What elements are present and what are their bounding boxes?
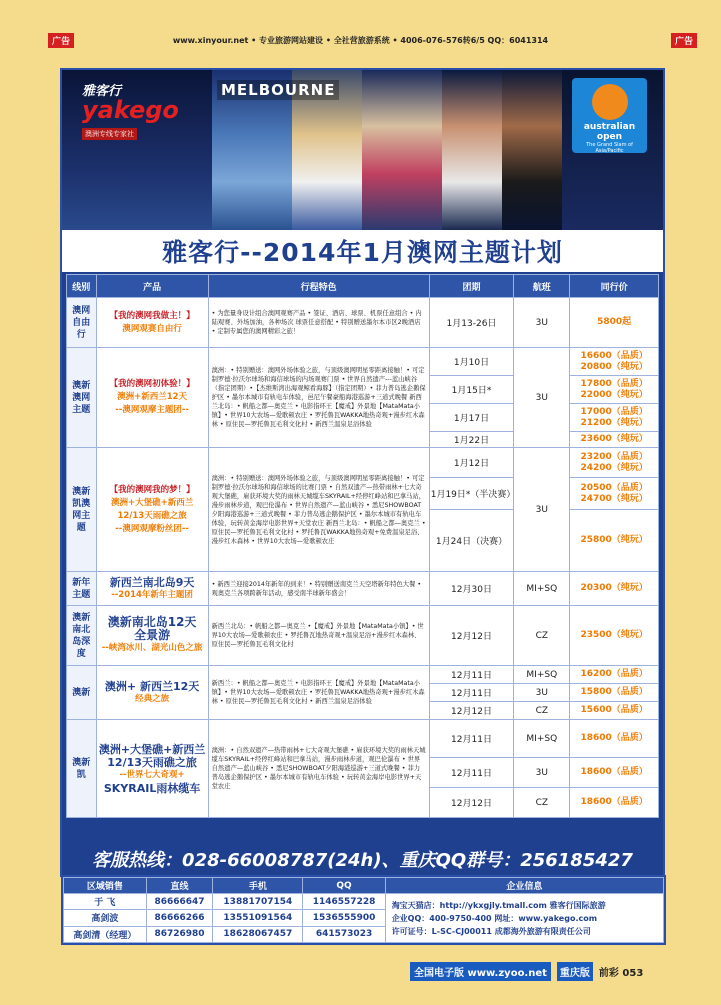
row-itinerary: 新西兰：• 帆船之都—奥克兰 • 电影指环王【魔戒】外景地【MataMata小镇】• 世界10大农场—爱歌顿农庄 • 罗托鲁瓦WAKKA地热奇观+漫步红木森林 • 原住民—罗托鲁瓦毛利文化村 • 新西兰温泉足浴体验 bbox=[208, 666, 429, 720]
melbourne-sign: MELBOURNE bbox=[217, 80, 339, 100]
row-itinerary: • 新西兰迎接2014年新年的到来！• 特别赠送南克兰天空塔新年特色大餐 • 观奥克兰各项跨新年活动，感受南半球新年盛会！ bbox=[208, 572, 429, 606]
banner bbox=[62, 70, 663, 230]
row-price: 23600（纯玩） bbox=[570, 432, 659, 448]
page-title: 雅客行--2014年1月澳网主题计划 bbox=[162, 238, 563, 267]
yakego-logo bbox=[82, 80, 192, 138]
row-itinerary: 澳洲：• 自然双遗产—热带雨林+七大奇观大堡礁 • 雇获环境大奖的雨林天城缆车SKYRAIL+经停红峰站和巴拿马站，漫步雨林步道，观巴伦瀑布 • 世界自然遗产—蓝山峡谷 • 悉尼SHOWBOAT夕阳海港巡游+三道式晚餐 • 菲力普岛逃企鹅保护区 • 墨尔本城市有轨电车体验 • 玩转黄金海岸电影世界+天堂农庄 bbox=[208, 720, 429, 818]
row-price bbox=[570, 404, 659, 432]
contact-line: 86666266 bbox=[146, 910, 213, 926]
row-line: 澳新 bbox=[67, 666, 97, 720]
col-landline: 直线 bbox=[146, 878, 213, 894]
row-price: 25800（纯玩） bbox=[570, 510, 659, 572]
contact-panel bbox=[61, 875, 666, 945]
logo-sub: 澳洲专线专家社 bbox=[82, 128, 137, 140]
row-product bbox=[96, 720, 208, 818]
product-line: 澳洲+大堡礁+新西兰 bbox=[98, 742, 206, 756]
page-number: 前彩 053 bbox=[598, 968, 644, 979]
header-line: www.xinyour.net • 专业旅游网站建设 • 全社营旅游系统 • 4006-076-576转6/5 QQ：6041314 bbox=[172, 35, 549, 45]
col-region: 区域销售 bbox=[64, 878, 147, 894]
ad-tag-left: 广告 bbox=[48, 33, 74, 48]
contact-mobile: 18628067457 bbox=[213, 926, 303, 942]
footer bbox=[410, 962, 643, 981]
row-price bbox=[570, 448, 659, 478]
row-itinerary: 澳洲：• 特别赠送：澳网外场体验之旅，与顶级澳网明星零距离接触！• 可定制罗德·拉沃尔球场和海信球场的比赛门票 • 自然双遗产—热带雨林+七大奇观大堡礁，雇获环境大奖的雨林天城缆车SKYRAIL+经停红峰站和巴拿马站，漫步雨林步道，观巴伦瀑布 • 世界自然遗产—蓝山峡谷 • 悉尼SHOWBOAT夕阳海港巡游+三道式晚餐 • 菲力普岛逃企鹅保护区 • 墨尔本城市有轨电车体验，玩转黄金海岸电影世界+天堂农庄 新西兰北岛：• 帆船之都—奥克兰 • 原住民—罗托鲁瓦毛利文化村 • 罗托鲁瓦WAKKA地热奇观+免费温泉足浴、漫步红木森林 • 世界10大农场—爱歌顿农庄 bbox=[208, 448, 429, 572]
row-line: 澳网自由行 bbox=[67, 298, 97, 348]
row-date: 1月17日 bbox=[429, 404, 514, 432]
price-line: 24200（纯玩） bbox=[580, 462, 648, 473]
row-date: 1月22日 bbox=[429, 432, 514, 448]
product-line: 【我的澳网我的梦！】 bbox=[109, 484, 195, 495]
col-flight: 航班 bbox=[514, 275, 570, 298]
company-info-line: 淘宝天猫店：http://ykxgjly.tmall.com 雅客行国际旅游 bbox=[391, 900, 606, 910]
contact-row bbox=[64, 894, 664, 910]
ad-tag-right: 广告 bbox=[671, 33, 697, 48]
row-date: 12月11日 bbox=[429, 758, 514, 788]
table-row bbox=[67, 572, 659, 606]
row-price: 5800起 bbox=[570, 298, 659, 348]
row-product bbox=[96, 666, 208, 720]
row-date: 1月12日 bbox=[429, 448, 514, 478]
product-line: --2014年新年主题团 bbox=[111, 589, 193, 600]
col-mobile: 手机 bbox=[213, 878, 303, 894]
table-row bbox=[67, 448, 659, 478]
contact-name: 高剑清（经理） bbox=[64, 926, 147, 942]
row-date: 1月19日*（半决赛） bbox=[429, 478, 514, 510]
product-line: 澳网观赛自由行 bbox=[122, 323, 182, 334]
row-flight: 3U bbox=[514, 684, 570, 702]
row-price: 16200（品质） bbox=[570, 666, 659, 684]
contact-mobile: 13881707154 bbox=[213, 894, 303, 910]
trip-table bbox=[66, 274, 659, 818]
row-price: 18600（品质） bbox=[570, 720, 659, 758]
row-date: 12月30日 bbox=[429, 572, 514, 606]
photo-player-4 bbox=[442, 70, 502, 230]
product-line: 【我的澳网初体验！】 bbox=[109, 379, 195, 389]
col-line: 线别 bbox=[67, 275, 97, 298]
row-date: 12月12日 bbox=[429, 788, 514, 818]
row-flight: CZ bbox=[514, 702, 570, 720]
price-line: 24700（纯玩） bbox=[580, 493, 648, 504]
ao-player-icon bbox=[592, 84, 628, 120]
col-itinerary: 行程特色 bbox=[208, 275, 429, 298]
row-itinerary: 澳洲：• 特别赠送：澳网外场体验之旅，与顶级澳网明星零距离接触！• 可定制罗德·拉沃尔球场和海信球场的内场观赛门票 • 世界自然遗产---蓝山峡谷（指定团期）•【杰维斯湾出海观鲸看海豚】（指定团期）• 菲力普岛逃企鹅保护区 • 墨尔本城市有轨电车体验，邑尼午餐豪船海港巡游+三道式晚餐 新西兰北岛：• 帆船之都—奥克兰 • 电影指环王【魔戒】外景地【MataMata小镇】• 世界10大农场—爱歌顿农庄 • 罗托鲁瓦WAKKA地热奇观+漫步红木森林 • 原住民—罗托鲁瓦毛利文化村 • 新西兰温泉足浴体验 bbox=[208, 348, 429, 448]
row-flight: 3U bbox=[514, 448, 570, 572]
price-line: 16600（品质） bbox=[580, 350, 648, 361]
row-product bbox=[96, 348, 208, 448]
row-price: 15600（品质） bbox=[570, 702, 659, 720]
ao-sub: The Grand Slam of Asia/Pacific bbox=[586, 142, 633, 154]
price-line: 17800（品质） bbox=[580, 378, 648, 389]
table-row bbox=[67, 298, 659, 348]
contact-line: 86726980 bbox=[146, 926, 213, 942]
ao-name: australian open bbox=[583, 122, 636, 142]
row-itinerary: 新西兰北岛：• 帆船之都—奥克兰 •【魔戒】外景地【MataMata小镇】• 世界10大农场—爱歌顿农庄 • 罗托鲁瓦地热奇观+温泉足浴+漫步红木森林、原住民—罗托鲁瓦毛利文化村 bbox=[208, 606, 429, 666]
contact-qq: 1146557228 bbox=[303, 894, 385, 910]
row-date: 1月24日（决赛） bbox=[429, 510, 514, 572]
row-price: 18600（品质） bbox=[570, 758, 659, 788]
product-line: --澳网观摩粉丝团-- bbox=[115, 523, 189, 534]
price-line: 20500（品质） bbox=[580, 482, 648, 493]
row-flight: 3U bbox=[514, 298, 570, 348]
row-line: 新年主题 bbox=[67, 572, 97, 606]
row-product bbox=[96, 606, 208, 666]
col-product: 产品 bbox=[96, 275, 208, 298]
row-line: 澳新凯 bbox=[67, 720, 97, 818]
product-line: 澳新南北岛12天 bbox=[107, 615, 197, 629]
row-date: 1月13-26日 bbox=[429, 298, 514, 348]
table-row bbox=[67, 720, 659, 758]
photo-player-5 bbox=[502, 70, 562, 230]
row-price: 20300（纯玩） bbox=[570, 572, 659, 606]
company-info bbox=[385, 894, 663, 943]
footer-site: 全国电子版 www.zyoo.net bbox=[410, 962, 551, 981]
row-line: 澳新凯澳网主题 bbox=[67, 448, 97, 572]
row-date: 12月11日 bbox=[429, 720, 514, 758]
table-row bbox=[67, 348, 659, 376]
product-line: --世界七大奇观+ bbox=[119, 769, 185, 780]
price-line: 23200（品质） bbox=[580, 451, 648, 462]
row-date: 1月10日 bbox=[429, 348, 514, 376]
col-dates: 团期 bbox=[429, 275, 514, 298]
contact-name: 于 飞 bbox=[64, 894, 147, 910]
row-price: 15800（品质） bbox=[570, 684, 659, 702]
product-line: 澳洲+大堡礁+新西兰 bbox=[110, 497, 194, 508]
company-info-line: 许可证号：L-SC-CJ00011 成都海外旅游有限责任公司 bbox=[391, 926, 591, 936]
photo-player-3 bbox=[362, 70, 442, 230]
product-line: 经典之旅 bbox=[135, 693, 170, 704]
australian-open-logo bbox=[572, 78, 647, 153]
row-line: 澳新澳网主题 bbox=[67, 348, 97, 448]
row-flight: CZ bbox=[514, 788, 570, 818]
row-flight: 3U bbox=[514, 758, 570, 788]
col-qq: QQ bbox=[303, 878, 385, 894]
table-row bbox=[67, 606, 659, 666]
company-info-line: 企业QQ：400-9750-400 网址：www.yakego.com bbox=[391, 913, 598, 923]
footer-region: 重庆版 bbox=[557, 962, 593, 981]
product-line: SKYRAIL雨林缆车 bbox=[103, 781, 201, 795]
row-price bbox=[570, 376, 659, 404]
col-price: 同行价 bbox=[570, 275, 659, 298]
col-company: 企业信息 bbox=[385, 878, 663, 894]
row-date: 12月12日 bbox=[429, 702, 514, 720]
row-date: 12月12日 bbox=[429, 606, 514, 666]
row-flight: 3U bbox=[514, 348, 570, 448]
main-panel bbox=[60, 68, 665, 877]
product-line: 【我的澳网我做主！】 bbox=[109, 310, 195, 321]
contact-line: 86666647 bbox=[146, 894, 213, 910]
row-price: 18600（品质） bbox=[570, 788, 659, 818]
hotline: 客服热线：028-66008787(24h)、重庆QQ群号：256185427 bbox=[92, 850, 633, 871]
row-date: 12月11日 bbox=[429, 684, 514, 702]
product-line: --澳网观摩主题团-- bbox=[115, 405, 189, 415]
price-line: 21200（纯玩） bbox=[580, 417, 648, 428]
row-itinerary: • 为您量身设计组合澳网观赛产品 • 签证、酒店、球票、机票任意组合 • 内陆观赛、外场加油，各种场次 球票任意搭配 • 特别赠送墨尔本市区2晚酒店 • 定制专属您的澳网精彩之旅！ bbox=[208, 298, 429, 348]
contact-name: 高剑波 bbox=[64, 910, 147, 926]
product-line: 全景游 bbox=[134, 628, 171, 642]
table-header-row bbox=[67, 275, 659, 298]
contact-header-row bbox=[64, 878, 664, 894]
row-date: 12月11日 bbox=[429, 666, 514, 684]
logo-en: yakego bbox=[82, 96, 179, 124]
product-line: --峡湾冰川、湖光山色之旅 bbox=[101, 643, 203, 653]
row-line: 澳新南北岛深度 bbox=[67, 606, 97, 666]
logo-cn: 雅客行 bbox=[82, 84, 122, 99]
price-line: 22000（纯玩） bbox=[580, 389, 648, 400]
row-product bbox=[96, 448, 208, 572]
row-price bbox=[570, 348, 659, 376]
row-date: 1月15日* bbox=[429, 376, 514, 404]
title-band bbox=[62, 230, 663, 272]
price-line: 20800（纯玩） bbox=[580, 361, 648, 372]
row-product bbox=[96, 298, 208, 348]
contact-qq: 641573023 bbox=[303, 926, 385, 942]
row-price bbox=[570, 478, 659, 510]
product-line: 12/13天雨礁之旅 bbox=[117, 510, 187, 521]
row-flight: MI+SQ bbox=[514, 572, 570, 606]
row-flight: MI+SQ bbox=[514, 666, 570, 684]
row-product bbox=[96, 572, 208, 606]
table-row bbox=[67, 666, 659, 684]
row-flight: CZ bbox=[514, 606, 570, 666]
row-flight: MI+SQ bbox=[514, 720, 570, 758]
product-line: 澳洲+ 新西兰12天 bbox=[104, 679, 200, 693]
row-price: 23500（纯玩） bbox=[570, 606, 659, 666]
contact-qq: 1536555900 bbox=[303, 910, 385, 926]
product-line: 澳洲+新西兰12天 bbox=[117, 392, 188, 402]
contact-mobile: 13551091564 bbox=[213, 910, 303, 926]
product-line: 新西兰南北岛9天 bbox=[109, 575, 195, 589]
price-line: 17000（品质） bbox=[580, 406, 648, 417]
product-line: 12/13天雨礁之旅 bbox=[107, 755, 197, 769]
